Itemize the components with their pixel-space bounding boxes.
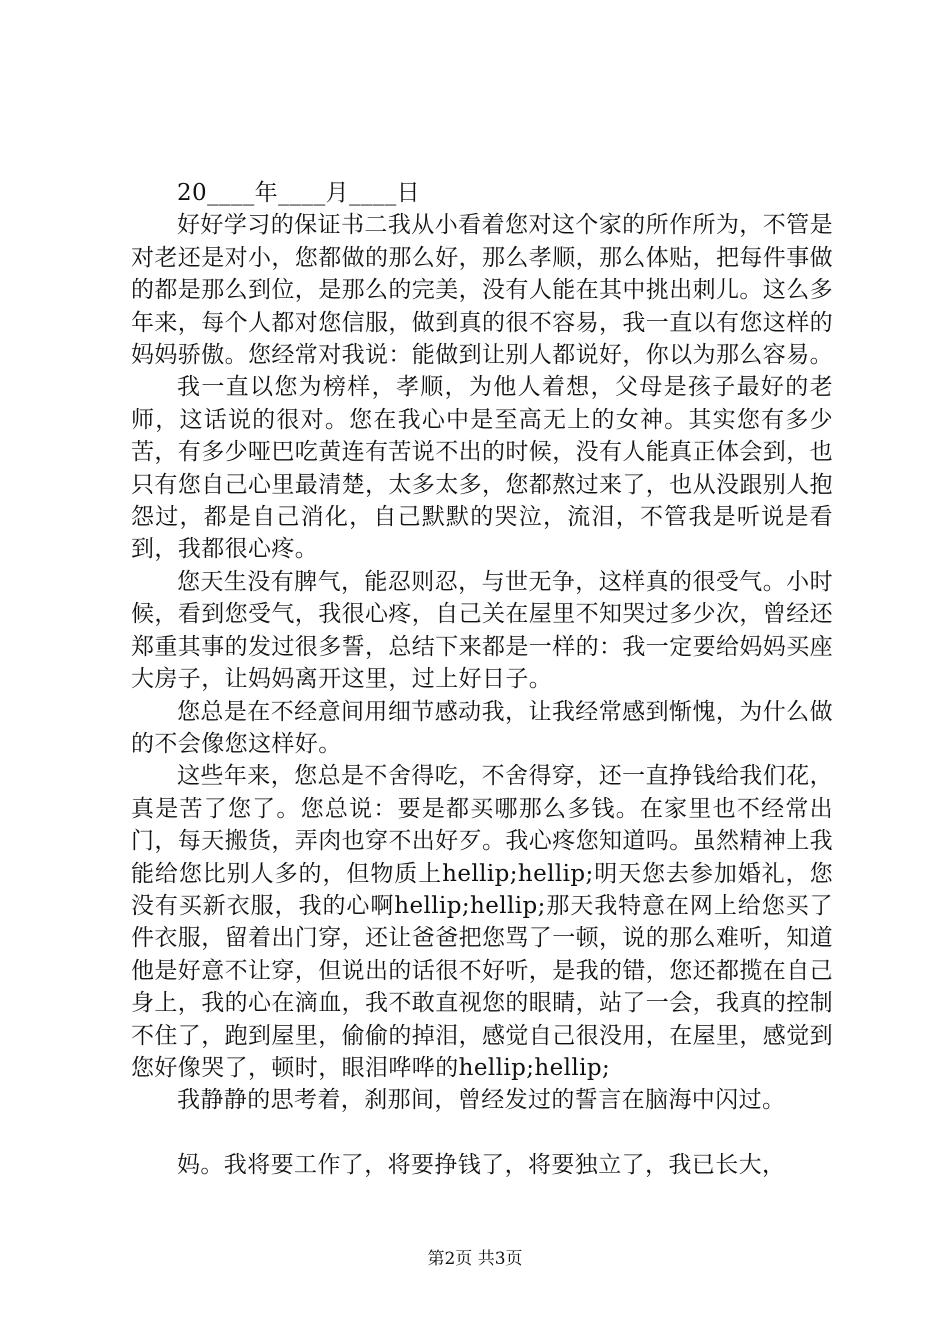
date-line: 20____年____月____日 xyxy=(177,180,421,206)
paragraph-7: 妈。我将要工作了，将要挣钱了，将要独立了，我已长大， xyxy=(177,1151,786,1178)
paragraph-1: 好好学习的保证书二我从小看着您对这个家的所作所为，不管是对老还是对小，您都做的那么好，那么孝顺，那么体贴，把每件事做的都是那么到位，是那么的完美，没有人能在其中挑出刺儿。这么多年来，每个人都对您信服，做到真的很不容易，我一直以有您这样的妈妈骄傲。您经常对我说：能做到让别人都说好，你以为那么容易。 xyxy=(131,212,833,369)
page-footer: 第2页 共3页 xyxy=(427,1249,523,1269)
paragraph-2: 我一直以您为榜样，孝顺，为他人着想，父母是孩子最好的老师，这话说的很对。您在我心中是至高无上的女神。其实您有多少苦，有多少哑巴吃黄连有苦说不出的时候，没有人能真正体会到，也只有您自己心里最清楚，太多太多，您都熬过来了，也从没跟别人抱怨过，都是自己消化，自己默默的哭泣，流泪，不管我是听说是看到，我都很心疼。 xyxy=(131,374,833,563)
document-body xyxy=(131,177,833,1181)
paragraph-3: 您天生没有脾气，能忍则忍，与世无争，这样真的很受气。小时候，看到您受气，我很心疼，自己关在屋里不知哭过多少次，曾经还郑重其事的发过很多誓，总结下来都是一样的：我一定要给妈妈买座大房子，让妈妈离开这里，过上好日子。 xyxy=(131,568,833,693)
paragraph-6: 我静静的思考着，刹那间，曾经发过的誓言在脑海中闪过。 xyxy=(177,1087,786,1114)
paragraph-4: 您总是在不经意间用细节感动我，让我经常感到惭愧，为什么做的不会像您这样好。 xyxy=(131,698,833,757)
paragraph-5: 这些年来，您总是不舍得吃，不舍得穿，还一直挣钱给我们花，真是苦了您了。您总说：要是都买哪那么多钱。在家里也不经常出门，每天搬货，弄肉也穿不出好歹。我心疼您知道吗。虽然精神上我能给您比别人多的，但物质上hellip;hellip;明天您去参加婚礼，您没有买新衣服，我的心啊hellip;hellip;那天我特意在网上给您买了件衣服，留着出门穿，还让爸爸把您骂了一顿，说的那么难听，知道他是好意不让穿，但说出的话很不好听，是我的错，您还都揽在自己身上，我的心在滴血，我不敢直视您的眼睛，站了一会，我真的控制不住了，跑到屋里，偷偷的掉泪，感觉自己很没用，在屋里，感觉到您好像哭了，顿时，眼泪哗哗的hellip;hellip; xyxy=(131,763,833,1081)
